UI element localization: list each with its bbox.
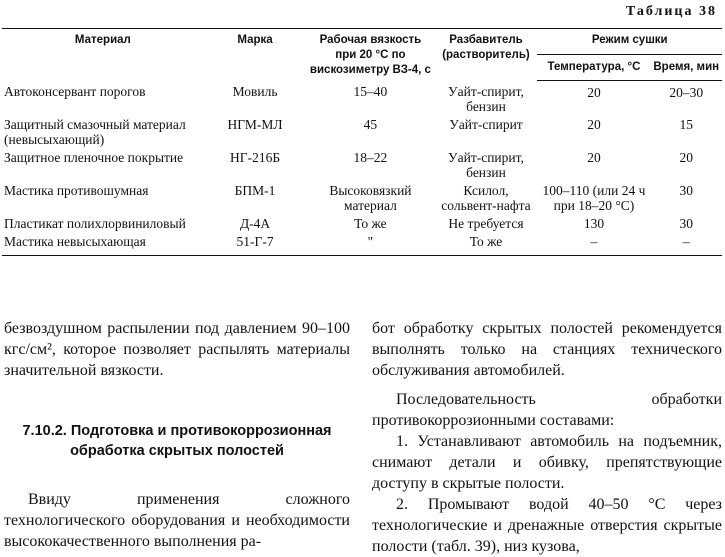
cell-time: – [650,234,722,256]
cell-temperature: 100–110 (или 24 ч при 18–20 °С) [542,183,646,213]
cell-viscosity: Высоковязкий материал [329,183,412,213]
table-row [2,216,722,234]
table-row [2,150,722,183]
cell-brand: БПМ-1 [234,183,276,198]
table-row [2,234,722,256]
cell-time: 20 [679,150,693,165]
cell-thinner: Уайт-спирит, бензин [448,84,524,114]
cell-thinner: Ксилол, сольвент-нафта [441,183,531,213]
cell-temperature: 20 [587,117,601,132]
cell-brand: Д-4А [239,216,271,231]
header-viscosity: Рабочая вязкость при 20 °С по вискозиметру ВЗ-4, с [306,29,434,81]
cell-material: Автоконсервант порогов [4,84,146,99]
cell-brand: Мовиль [232,84,278,99]
cell-material: Защитный смазочный материал (невысыхающий) [4,117,186,147]
paragraph: бот обработку скрытых полостей рекомендуется выполнять только на станциях технического обслуживания автомобилей. [372,320,722,379]
cell-viscosity: То же [354,216,387,231]
cell-time: 20–30 [669,84,704,100]
cell-thinner: Уайт-спирит, бензин [448,150,524,180]
paragraph: Ввиду применения сложного технологического оборудования и необходимости высококачественного выполнения ра- [4,491,350,550]
table-row [2,80,722,117]
section-title: 7.10.2. Подготовка и противокоррозионная обработка скрытых полостей [22,423,332,459]
right-text-column [372,318,722,557]
cell-temperature: 20 [587,150,601,165]
cell-brand: 51-Г-7 [204,234,307,256]
cell-temperature: 130 [583,216,605,231]
cell-thinner: Не требуется [448,216,524,231]
cell-brand: НГМ-МЛ [227,117,283,132]
cell-viscosity: 45 [363,117,378,132]
table-row [2,183,722,216]
cell-material: Мастика невысыхающая [2,234,204,256]
left-text-column [4,318,350,552]
cell-viscosity: 15–40 [353,84,388,99]
cell-time: 30 [679,216,693,231]
cell-temperature: – [537,234,650,256]
cell-viscosity: " [306,234,434,256]
cell-viscosity: 18–22 [353,150,388,165]
header-brand: Марка [204,29,307,81]
table-row [2,117,722,150]
cell-material: Мастика противошумная [4,183,149,198]
paragraph: безвоздушном распылении под давлением 90–100 кгс/см², которое позволяет распылять материалы значительной вязкости. [4,320,350,379]
paragraph: 1. Устанавливают автомобиль на подъемник, снимают детали и обивку, препятствующие доступу в скрытые полости. [372,433,722,492]
table-label: Таблица 38 [625,4,717,19]
header-temperature: Температура, °С [537,55,650,80]
cell-thinner: То же [435,234,538,256]
header-material: Материал [2,29,204,81]
cell-temperature: 20 [587,84,601,100]
cell-time: 30 [679,183,693,198]
cell-material: Защитное пленочное покрытие [4,150,184,165]
header-drying-mode: Режим сушки [537,29,722,55]
cell-material: Пластикат полихлорвиниловый [4,216,186,231]
cell-brand: НГ-216Б [230,150,281,165]
paragraph: 2. Промывают водой 40–50 °С через технологические и дренажные отверстия скрытые полости (табл. 39), низ кузова, [372,496,722,555]
header-thinner: Разбавитель (растворитель) [435,29,538,81]
header-time: Время, мин [650,55,722,80]
cell-thinner: Уайт-спирит [449,117,523,132]
cell-time: 15 [679,117,693,132]
drying-modes-table [2,28,722,256]
paragraph: Последовательность обработки противокоррозионными составами: [372,391,722,429]
